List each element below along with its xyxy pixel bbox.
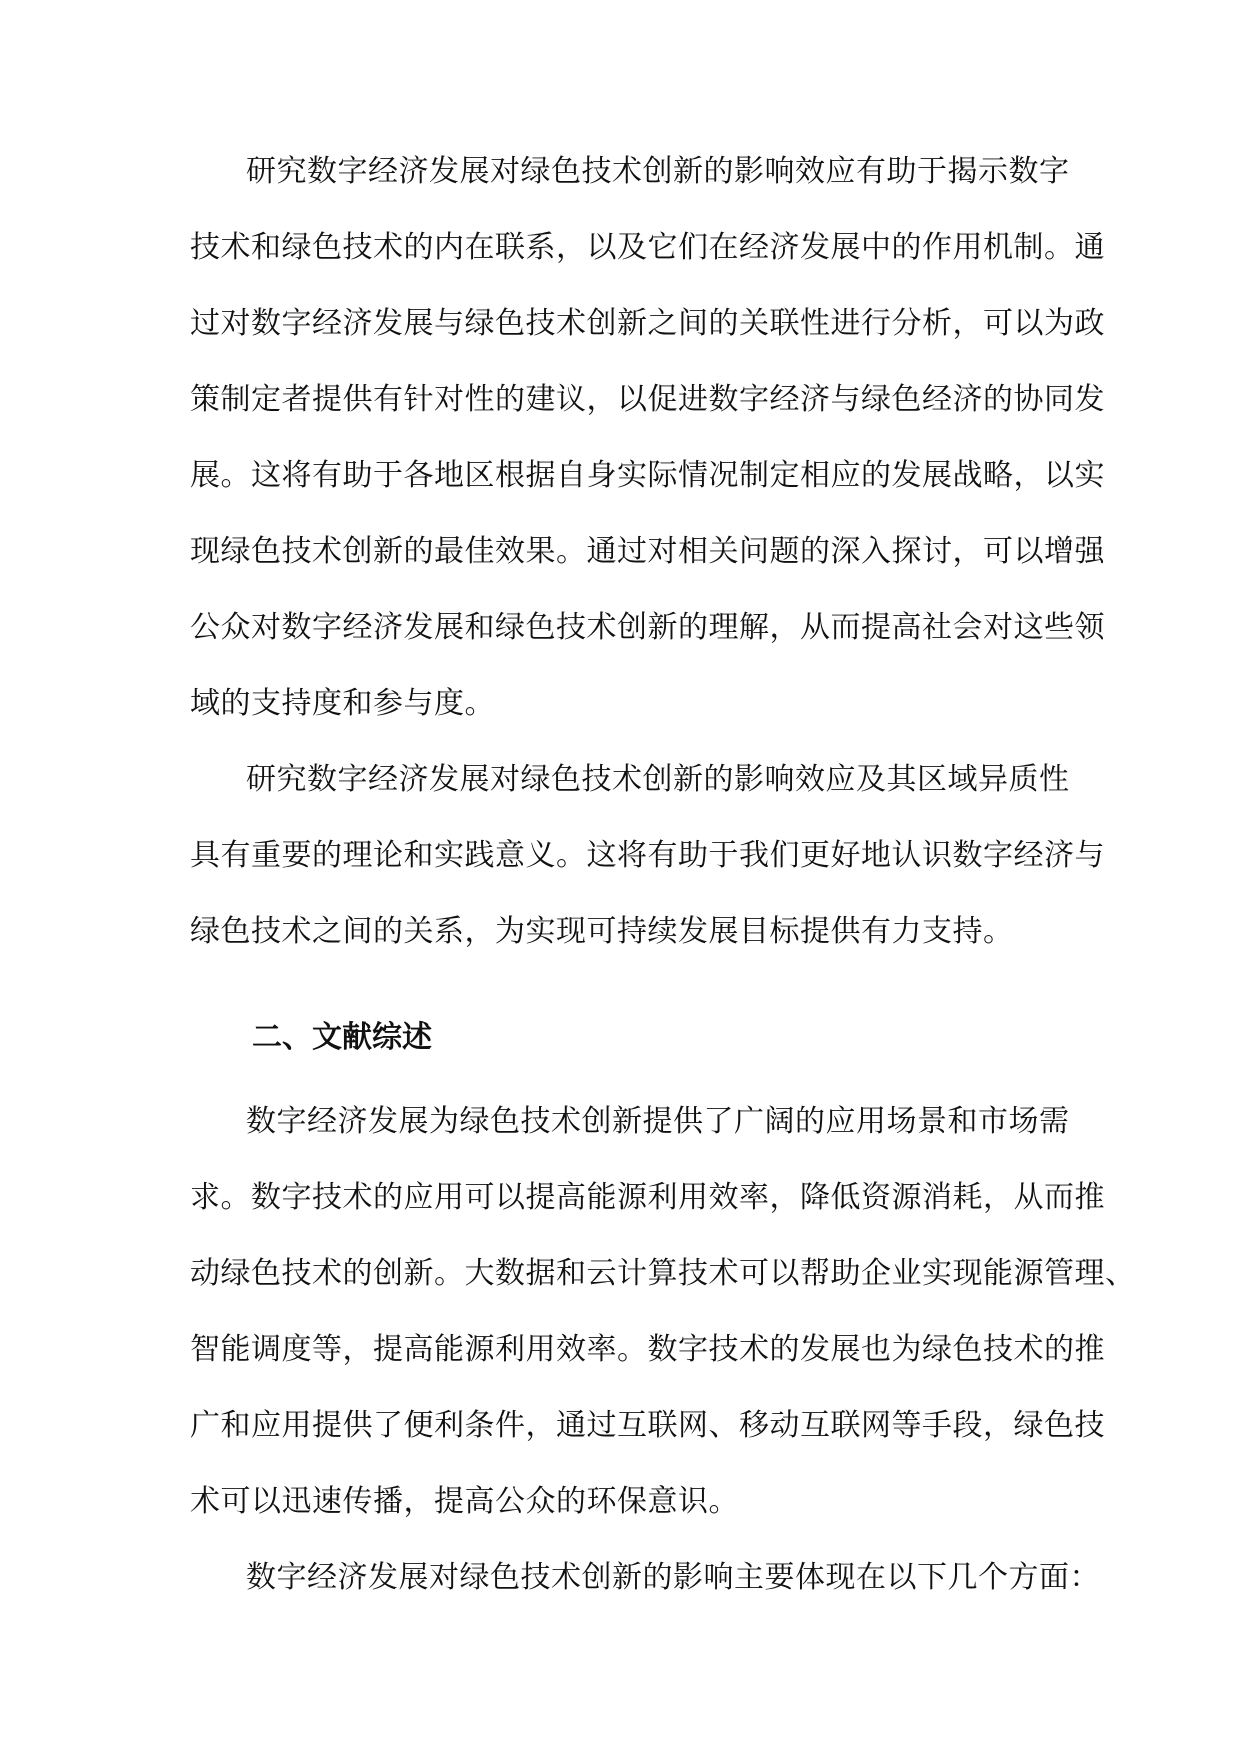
paragraph-3-line-5: 广和应用提供了便利条件，通过互联网、移动互联网等手段，绿色技 bbox=[190, 1408, 1105, 1443]
paragraph-3-line-3: 动绿色技术的创新。大数据和云计算技术可以帮助企业实现能源管理、 bbox=[190, 1256, 1136, 1291]
paragraph-1-line-6: 现绿色技术创新的最佳效果。通过对相关问题的深入探讨，可以增强 bbox=[190, 534, 1105, 569]
paragraph-1-line-3: 过对数字经济发展与绿色技术创新之间的关联性进行分析，可以为政 bbox=[190, 306, 1105, 341]
paragraph-1-line-7: 公众对数字经济发展和绿色技术创新的理解，从而提高社会对这些领 bbox=[190, 610, 1105, 645]
paragraph-4-line-1: 数字经济发展对绿色技术创新的影响主要体现在以下几个方面： bbox=[246, 1560, 1100, 1595]
paragraph-2-line-3: 绿色技术之间的关系，为实现可持续发展目标提供有力支持。 bbox=[190, 914, 1014, 949]
paragraph-1-line-1: 研究数字经济发展对绿色技术创新的影响效应有助于揭示数字 bbox=[246, 154, 1070, 189]
paragraph-3-line-4: 智能调度等，提高能源利用效率。数字技术的发展也为绿色技术的推 bbox=[190, 1332, 1105, 1367]
paragraph-1-line-2: 技术和绿色技术的内在联系，以及它们在经济发展中的作用机制。通 bbox=[190, 230, 1105, 265]
paragraph-2-line-1: 研究数字经济发展对绿色技术创新的影响效应及其区域异质性 bbox=[246, 762, 1070, 797]
paragraph-3-line-6: 术可以迅速传播，提高公众的环保意识。 bbox=[190, 1484, 739, 1519]
section-heading: 二、文献综述 bbox=[252, 1020, 432, 1055]
paragraph-3-line-1: 数字经济发展为绿色技术创新提供了广阔的应用场景和市场需 bbox=[246, 1104, 1070, 1139]
paragraph-3-line-2: 求。数字技术的应用可以提高能源利用效率，降低资源消耗，从而推 bbox=[190, 1180, 1105, 1215]
paragraph-1-line-4: 策制定者提供有针对性的建议，以促进数字经济与绿色经济的协同发 bbox=[190, 382, 1105, 417]
paragraph-1-line-5: 展。这将有助于各地区根据自身实际情况制定相应的发展战略，以实 bbox=[190, 458, 1105, 493]
paragraph-2-line-2: 具有重要的理论和实践意义。这将有助于我们更好地认识数字经济与 bbox=[190, 838, 1105, 873]
paragraph-1-line-8: 域的支持度和参与度。 bbox=[190, 686, 495, 721]
